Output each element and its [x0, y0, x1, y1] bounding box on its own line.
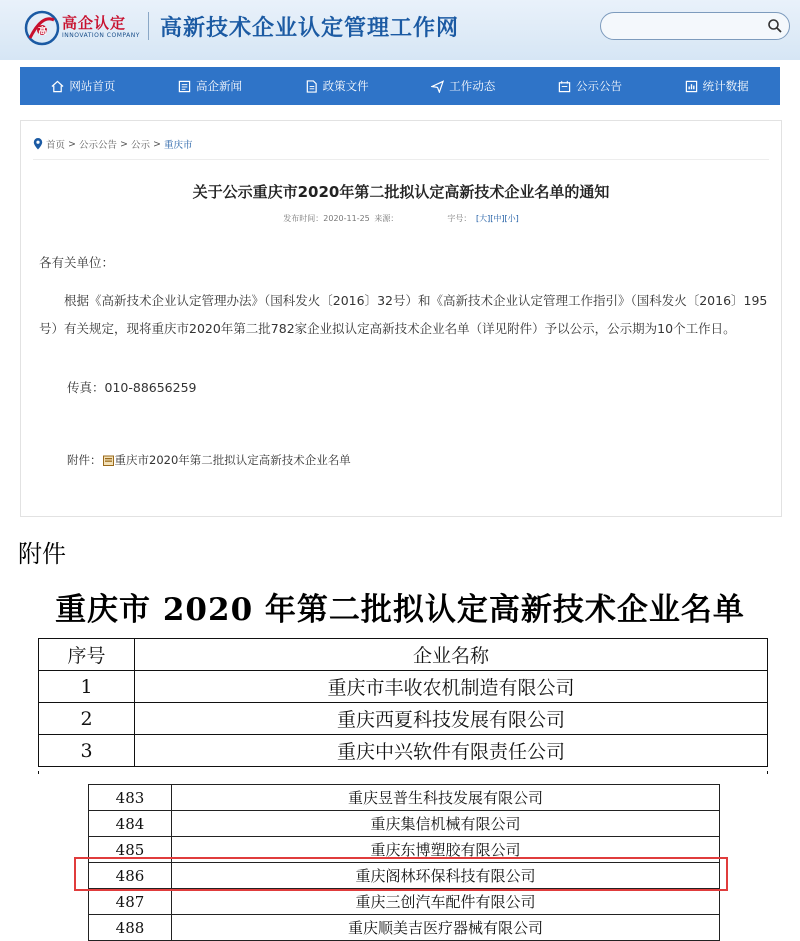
statistics-icon: [685, 80, 698, 93]
table-row: [39, 703, 768, 735]
nav-item-label: 政策文件: [322, 79, 369, 93]
source-label: 来源：: [374, 214, 399, 223]
fax-number: 传真：010-88656259: [67, 380, 197, 395]
table-row: [89, 915, 720, 941]
breadcrumb-separator: >: [152, 138, 161, 150]
row-company: 重庆西夏科技发展有限公司: [135, 703, 768, 735]
nav-item-label: 工作动态: [449, 79, 496, 93]
news-icon: [178, 80, 191, 93]
document-title: 重庆市 2020 年第二批拟认定高新技术企业名单: [55, 592, 745, 628]
site-title: 高新技术企业认定管理工作网: [160, 15, 460, 41]
nav-item-label: 统计数据: [702, 79, 749, 93]
nav-item-news[interactable]: [178, 78, 242, 94]
row-company: 重庆顺美吉医疗器械有限公司: [172, 915, 720, 941]
breadcrumb: [33, 137, 192, 151]
enterprise-table-bottom: [88, 784, 720, 941]
row-company: 重庆东博塑胶有限公司: [172, 837, 720, 863]
main-nav: [20, 67, 780, 105]
attachment-label: 附件：: [67, 453, 102, 467]
row-serial: 3: [39, 735, 135, 767]
nav-item-label: 网站首页: [69, 79, 116, 93]
divider: [33, 159, 769, 160]
header-serial: 序号: [39, 639, 135, 671]
enterprise-table-top: [38, 638, 768, 767]
article-panel: [20, 120, 782, 517]
location-pin-icon: [33, 138, 43, 150]
row-serial: 486: [89, 863, 172, 889]
table-row: [39, 671, 768, 703]
send-icon: [431, 80, 444, 93]
breadcrumb-chongqing[interactable]: 重庆市: [163, 140, 193, 151]
font-size-small[interactable]: [小]: [504, 214, 519, 223]
nav-item-announcements[interactable]: [558, 78, 622, 94]
breadcrumb-separator: >: [120, 138, 128, 150]
article-title: 关于公示重庆市2020年第二批拟认定高新技术企业名单的通知: [192, 183, 610, 201]
nav-item-statistics[interactable]: [685, 78, 749, 94]
search-box[interactable]: [600, 12, 790, 40]
salutation: 各有关单位：: [39, 255, 115, 270]
table-row-highlighted: [89, 863, 720, 889]
row-serial: 488: [89, 915, 172, 941]
nav-item-label: 公示公告: [575, 79, 622, 93]
publish-date: 发布时间：2020-11-25: [283, 214, 370, 223]
table-row: [39, 735, 768, 767]
article-body: 根据《高新技术企业认定管理办法》（国科发火〔2016〕32号）和《高新技术企业认定管理工作指引》（国科发火〔2016〕195号）有关规定，现将重庆市2020年第二批782家企业拟认定高新技术企业名单（详见附件）予以公示，公示期为10个工作日。: [39, 293, 768, 336]
row-serial: 483: [89, 785, 172, 811]
table-row: [89, 889, 720, 915]
row-company: 重庆中兴软件有限责任公司: [135, 735, 768, 767]
table-header-row: [39, 639, 768, 671]
article-meta: [21, 213, 781, 224]
nav-item-home[interactable]: [51, 78, 115, 94]
row-serial: 2: [39, 703, 135, 735]
attachment-row: [67, 452, 351, 468]
announcement-icon: [558, 80, 571, 93]
search-icon[interactable]: [767, 18, 783, 34]
row-serial: 484: [89, 811, 172, 837]
row-serial: 487: [89, 889, 172, 915]
logo-text: 高企认定: [62, 14, 127, 32]
document-icon: [305, 80, 318, 93]
home-icon: [51, 80, 64, 93]
breadcrumb-public-notice[interactable]: 公示: [130, 140, 150, 151]
site-header: [0, 0, 800, 60]
svg-text:高: 高: [38, 27, 48, 37]
logo-subtitle: INNOVATION COMPANY: [62, 32, 140, 39]
row-company: 重庆集信机械有限公司: [172, 811, 720, 837]
table-row: [89, 785, 720, 811]
breadcrumb-announcements[interactable]: 公示公告: [78, 140, 117, 151]
row-company: 重庆三创汽车配件有限公司: [172, 889, 720, 915]
nav-item-work-news[interactable]: [431, 78, 495, 94]
breadcrumb-separator: >: [68, 138, 76, 150]
row-serial: 485: [89, 837, 172, 863]
logo-divider: [148, 12, 149, 40]
logo-icon[interactable]: [22, 8, 62, 46]
row-company: 重庆阁林环保科技有限公司: [172, 863, 720, 889]
font-size-medium[interactable]: [中]: [490, 214, 505, 223]
table-continuation: [38, 771, 768, 774]
table-row: [89, 811, 720, 837]
font-size-large[interactable]: [大]: [475, 214, 491, 223]
row-company: 重庆昱普生科技发展有限公司: [172, 785, 720, 811]
table-row: [89, 837, 720, 863]
search-input[interactable]: [611, 17, 765, 37]
header-company-name: 企业名称: [135, 639, 768, 671]
row-company: 重庆市丰收农机制造有限公司: [135, 671, 768, 703]
nav-item-label: 高企新闻: [195, 79, 242, 93]
breadcrumb-home[interactable]: 首页: [46, 140, 66, 151]
document-label: 附件: [18, 540, 66, 568]
row-serial: 1: [39, 671, 135, 703]
nav-item-policy[interactable]: [305, 78, 369, 94]
attachment-link[interactable]: 重庆市2020年第二批拟认定高新技术企业名单: [114, 453, 351, 467]
font-size-label: 字号：: [447, 214, 472, 223]
file-icon: [103, 455, 114, 466]
